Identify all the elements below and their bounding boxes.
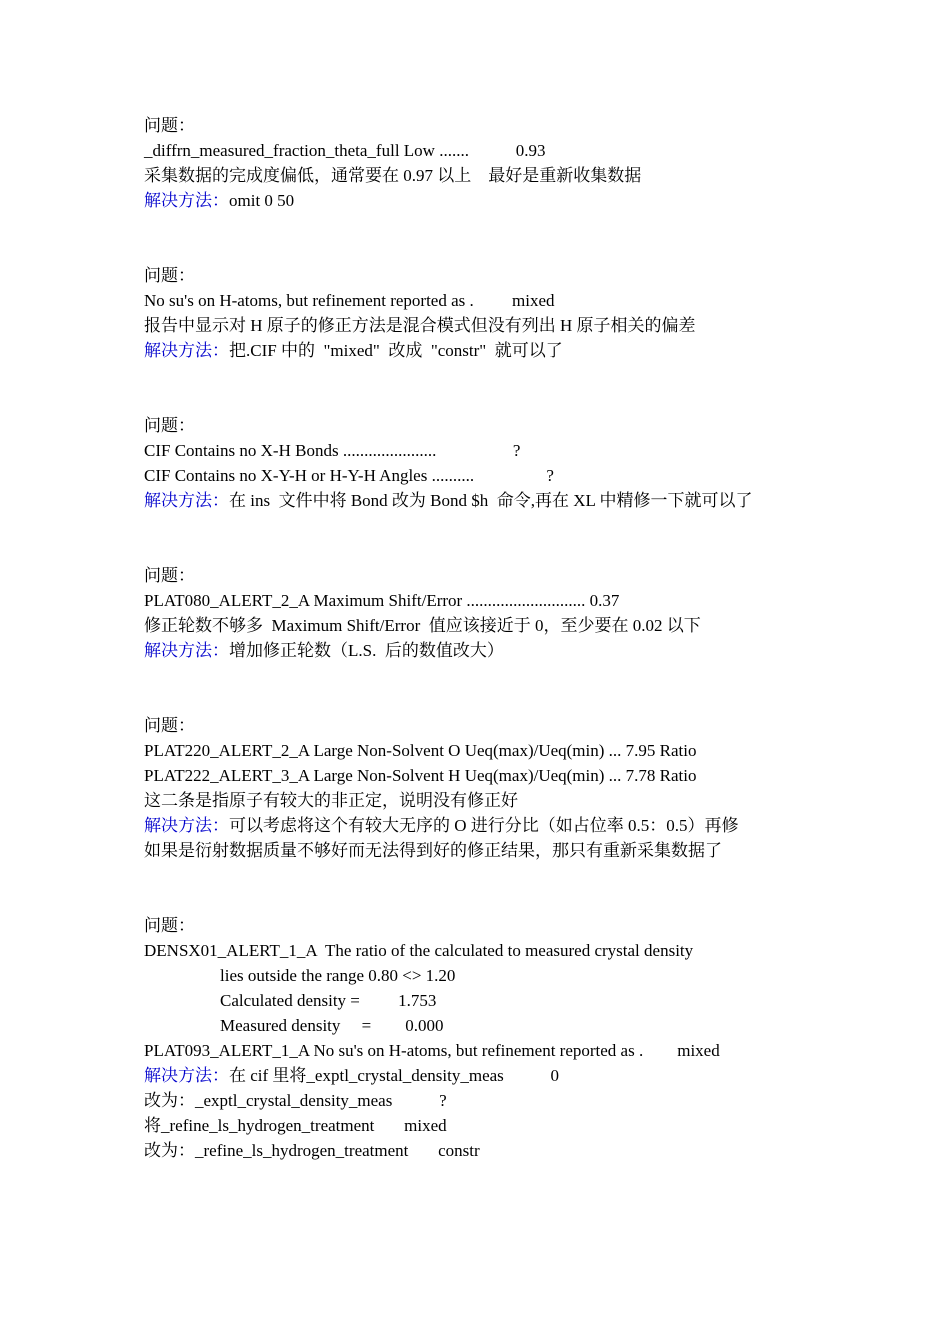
solution-label: 解决方法： — [144, 1066, 229, 1085]
issue-heading: 问题： — [144, 916, 195, 935]
issue-section-4 — [144, 563, 824, 663]
solution-line — [144, 488, 824, 513]
alert-detail: Calculated density = 1.753 — [220, 991, 437, 1010]
solution-line — [144, 1063, 824, 1088]
solution-line — [144, 188, 824, 213]
issue-line: 修正轮数不够多 Maximum Shift/Error 值应该接近于 0，至少要在 0.02 以下 — [144, 616, 701, 635]
alert-line: DENSX01_ALERT_1_A The ratio of the calculated to measured crystal density — [144, 941, 694, 960]
issue-line: 这二条是指原子有较大的非正定，说明没有修正好 — [144, 791, 518, 810]
issue-line: CIF Contains no X-Y-H or H-Y-H Angles .......... ? — [144, 466, 554, 485]
solution-text: 在 cif 里将_exptl_crystal_density_meas 0 — [229, 1066, 560, 1085]
solution-text: 在 ins 文件中将 Bond 改为 Bond $h 命令,再在 XL 中精修一下就可以了 — [229, 491, 753, 510]
alert-detail: Measured density = 0.000 — [220, 1016, 444, 1035]
issue-line: 采集数据的完成度偏低，通常要在 0.97 以上 最好是重新收集数据 — [144, 166, 642, 185]
issue-section-3 — [144, 413, 824, 513]
solution-label: 解决方法： — [144, 491, 229, 510]
solution-line — [144, 638, 824, 663]
solution-label: 解决方法： — [144, 341, 229, 360]
alert-line: PLAT093_ALERT_1_A No su's on H-atoms, but refinement reported as . mixed — [144, 1041, 720, 1060]
issue-line: 改为：_exptl_crystal_density_meas ? — [144, 1091, 447, 1110]
solution-label: 解决方法： — [144, 816, 229, 835]
solution-label: 解决方法： — [144, 191, 229, 210]
issue-line: No su's on H-atoms, but refinement reported as . mixed — [144, 291, 555, 310]
issue-line: PLAT220_ALERT_2_A Large Non-Solvent O Ueq(max)/Ueq(min) ... 7.95 Ratio — [144, 741, 697, 760]
issue-heading: 问题： — [144, 416, 195, 435]
alert-detail: lies outside the range 0.80 <> 1.20 — [220, 966, 456, 985]
issue-line: CIF Contains no X-H Bonds ...................... ? — [144, 441, 521, 460]
issue-line: 如果是衍射数据质量不够好而无法得到好的修正结果，那只有重新采集数据了 — [144, 841, 722, 860]
issue-section-5 — [144, 713, 824, 863]
solution-text: 可以考虑将这个有较大无序的 O 进行分比（如占位率 0.5：0.5）再修 — [229, 816, 739, 835]
issue-line: _diffrn_measured_fraction_theta_full Low ....... 0.93 — [144, 141, 546, 160]
solution-label: 解决方法： — [144, 641, 229, 660]
solution-line — [144, 813, 824, 838]
issue-line: PLAT080_ALERT_2_A Maximum Shift/Error ............................ 0.37 — [144, 591, 620, 610]
issue-line: PLAT222_ALERT_3_A Large Non-Solvent H Ueq(max)/Ueq(min) ... 7.78 Ratio — [144, 766, 697, 785]
issue-heading: 问题： — [144, 116, 195, 135]
issue-line: 改为：_refine_ls_hydrogen_treatment constr — [144, 1141, 480, 1160]
issue-section-6 — [144, 913, 824, 1163]
solution-line — [144, 338, 824, 363]
issue-line: 将_refine_ls_hydrogen_treatment mixed — [144, 1116, 447, 1135]
solution-text: omit 0 50 — [229, 191, 295, 210]
issue-section-2 — [144, 263, 824, 363]
issue-heading: 问题： — [144, 266, 195, 285]
solution-text: 把.CIF 中的 "mixed" 改成 "constr" 就可以了 — [229, 341, 563, 360]
issue-section-1 — [144, 113, 824, 213]
solution-text: 增加修正轮数（L.S. 后的数值改大） — [229, 641, 504, 660]
issue-heading: 问题： — [144, 716, 195, 735]
issue-line: 报告中显示对 H 原子的修正方法是混合模式但没有列出 H 原子相关的偏差 — [144, 316, 696, 335]
document-page — [144, 113, 824, 1213]
issue-heading: 问题： — [144, 566, 195, 585]
